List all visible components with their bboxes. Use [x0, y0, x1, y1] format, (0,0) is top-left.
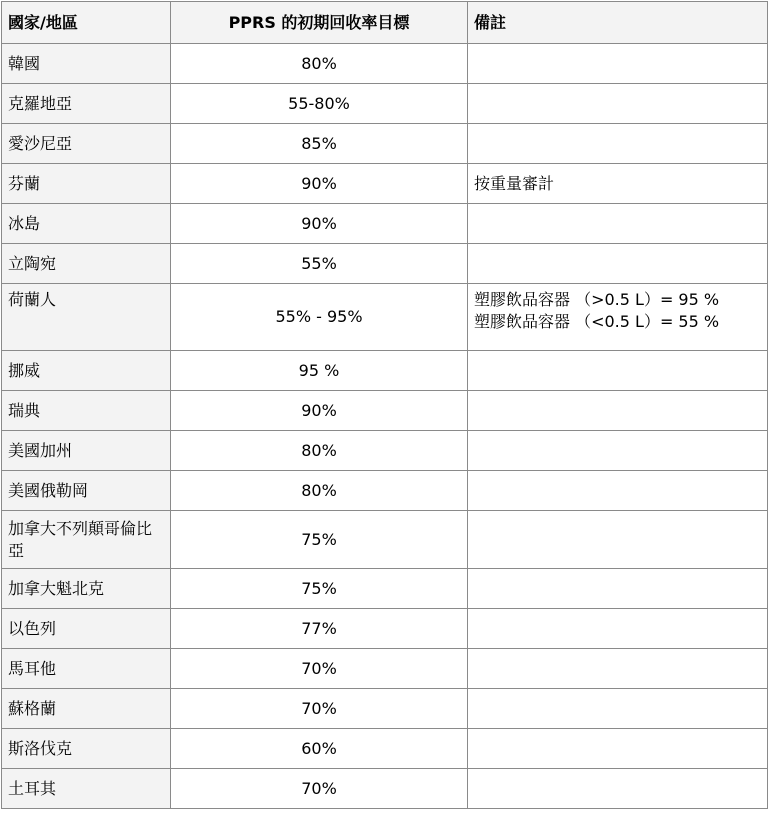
table-row	[2, 431, 768, 471]
country-cell: 韓國	[2, 44, 171, 84]
remarks-cell	[468, 689, 768, 729]
remarks-cell	[468, 244, 768, 284]
remarks-cell	[468, 649, 768, 689]
remarks-line: 按重量審計	[474, 173, 555, 193]
target-cell: 75%	[171, 511, 468, 569]
remarks-cell	[468, 351, 768, 391]
country-cell: 荷蘭人	[2, 284, 171, 351]
country-cell: 馬耳他	[2, 649, 171, 689]
header-country: 國家/地區	[2, 2, 171, 44]
target-cell: 85%	[171, 124, 468, 164]
target-cell: 90%	[171, 204, 468, 244]
country-cell: 美國俄勒岡	[2, 471, 171, 511]
target-cell: 55% - 95%	[171, 284, 468, 351]
table-row	[2, 164, 768, 204]
remarks-cell	[468, 204, 768, 244]
remarks-cell	[468, 391, 768, 431]
remarks-cell	[468, 84, 768, 124]
country-cell: 以色列	[2, 609, 171, 649]
remarks-cell	[468, 431, 768, 471]
country-cell: 土耳其	[2, 769, 171, 809]
header-row	[2, 2, 768, 44]
table-row	[2, 244, 768, 284]
remarks-cell	[468, 569, 768, 609]
target-cell: 55%	[171, 244, 468, 284]
country-cell: 蘇格蘭	[2, 689, 171, 729]
target-cell: 80%	[171, 431, 468, 471]
country-cell: 芬蘭	[2, 164, 171, 204]
table-row	[2, 729, 768, 769]
country-cell: 美國加州	[2, 431, 171, 471]
remarks-cell	[468, 609, 768, 649]
remarks-cell	[468, 471, 768, 511]
table-row	[2, 511, 768, 569]
target-cell: 70%	[171, 769, 468, 809]
remarks-cell	[468, 511, 768, 569]
table-row	[2, 284, 768, 351]
country-cell: 立陶宛	[2, 244, 171, 284]
target-cell: 55-80%	[171, 84, 468, 124]
target-cell: 90%	[171, 391, 468, 431]
table-row	[2, 569, 768, 609]
remarks-line: 塑膠飲品容器 （>0.5 L）= 95 %	[474, 290, 720, 309]
table-row	[2, 351, 768, 391]
country-cell: 克羅地亞	[2, 84, 171, 124]
target-cell: 95 %	[171, 351, 468, 391]
country-cell: 冰島	[2, 204, 171, 244]
country-cell: 愛沙尼亞	[2, 124, 171, 164]
country-cell: 加拿大不列顛哥倫比亞	[2, 511, 171, 569]
remarks-cell	[468, 729, 768, 769]
target-cell: 77%	[171, 609, 468, 649]
target-cell: 90%	[171, 164, 468, 204]
remarks-line: 塑膠飲品容器 （<0.5 L）= 55 %	[474, 312, 720, 331]
table-row	[2, 84, 768, 124]
target-cell: 75%	[171, 569, 468, 609]
header-remarks: 備註	[468, 2, 768, 44]
remarks-cell	[468, 769, 768, 809]
table-row	[2, 471, 768, 511]
header-target: PPRS 的初期回收率目標	[171, 2, 468, 44]
table-row	[2, 769, 768, 809]
target-cell: 70%	[171, 649, 468, 689]
table-row	[2, 649, 768, 689]
table-row	[2, 44, 768, 84]
remarks-cell	[468, 44, 768, 84]
country-cell: 瑞典	[2, 391, 171, 431]
table-row	[2, 204, 768, 244]
table-row	[2, 689, 768, 729]
target-cell: 80%	[171, 471, 468, 511]
remarks-cell	[468, 284, 768, 351]
recycling-target-table	[1, 1, 768, 809]
table-row	[2, 391, 768, 431]
target-cell: 70%	[171, 689, 468, 729]
table-row	[2, 609, 768, 649]
country-cell: 斯洛伐克	[2, 729, 171, 769]
remarks-cell	[468, 124, 768, 164]
country-cell: 加拿大魁北克	[2, 569, 171, 609]
table-row	[2, 124, 768, 164]
remarks-cell	[468, 164, 768, 204]
country-cell: 挪威	[2, 351, 171, 391]
target-cell: 60%	[171, 729, 468, 769]
target-cell: 80%	[171, 44, 468, 84]
